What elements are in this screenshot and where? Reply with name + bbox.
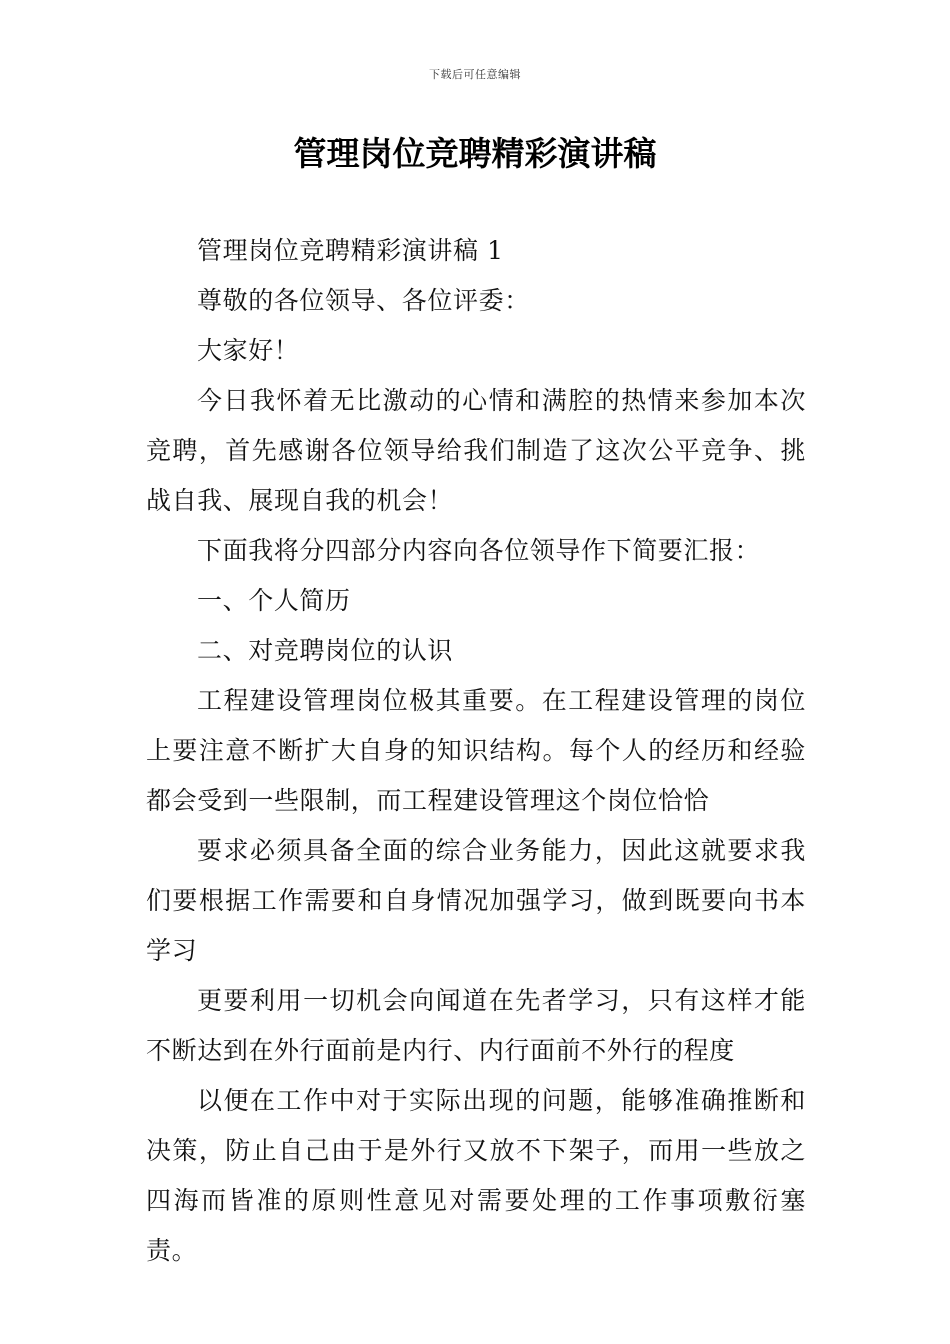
section-heading-resume: 一、个人简历 bbox=[197, 586, 351, 615]
header-note: 下载后可任意编辑 bbox=[429, 68, 521, 81]
paragraph-greeting: 大家好！ bbox=[197, 336, 300, 365]
paragraph-speech-heading: 管理岗位竞聘精彩演讲稿 1 bbox=[197, 236, 504, 265]
paragraph-body: 以便在工作中对于实际出现的问题，能够准确推断和决策，防止自己由于是外行又放不下架子，而用一些放之四海而皆准的原则性意见对需要处理的工作事项敷衍塞责。 bbox=[146, 1086, 806, 1265]
paragraph-salutation: 尊敬的各位领导、各位评委： bbox=[197, 286, 530, 315]
paragraph-body: 更要利用一切机会向闻道在先者学习，只有这样才能不断达到在外行面前是内行、内行面前不外行的程度 bbox=[146, 986, 806, 1065]
document-title: 管理岗位竞聘精彩演讲稿 bbox=[293, 134, 657, 173]
paragraph-body: 要求必须具备全面的综合业务能力，因此这就要求我们要根据工作需要和自身情况加强学习，做到既要向书本学习 bbox=[146, 836, 806, 965]
section-heading-understanding: 二、对竞聘岗位的认识 bbox=[197, 636, 454, 665]
paragraph-outline-intro: 下面我将分四部分内容向各位领导作下简要汇报： bbox=[197, 536, 761, 565]
document-body bbox=[146, 226, 806, 1276]
paragraph-body: 工程建设管理岗位极其重要。在工程建设管理的岗位上要注意不断扩大自身的知识结构。每个人的经历和经验都会受到一些限制，而工程建设管理这个岗位恰恰 bbox=[146, 686, 806, 815]
paragraph-opening: 今日我怀着无比激动的心情和满腔的热情来参加本次竞聘，首先感谢各位领导给我们制造了这次公平竞争、挑战自我、展现自我的机会！ bbox=[146, 386, 806, 515]
